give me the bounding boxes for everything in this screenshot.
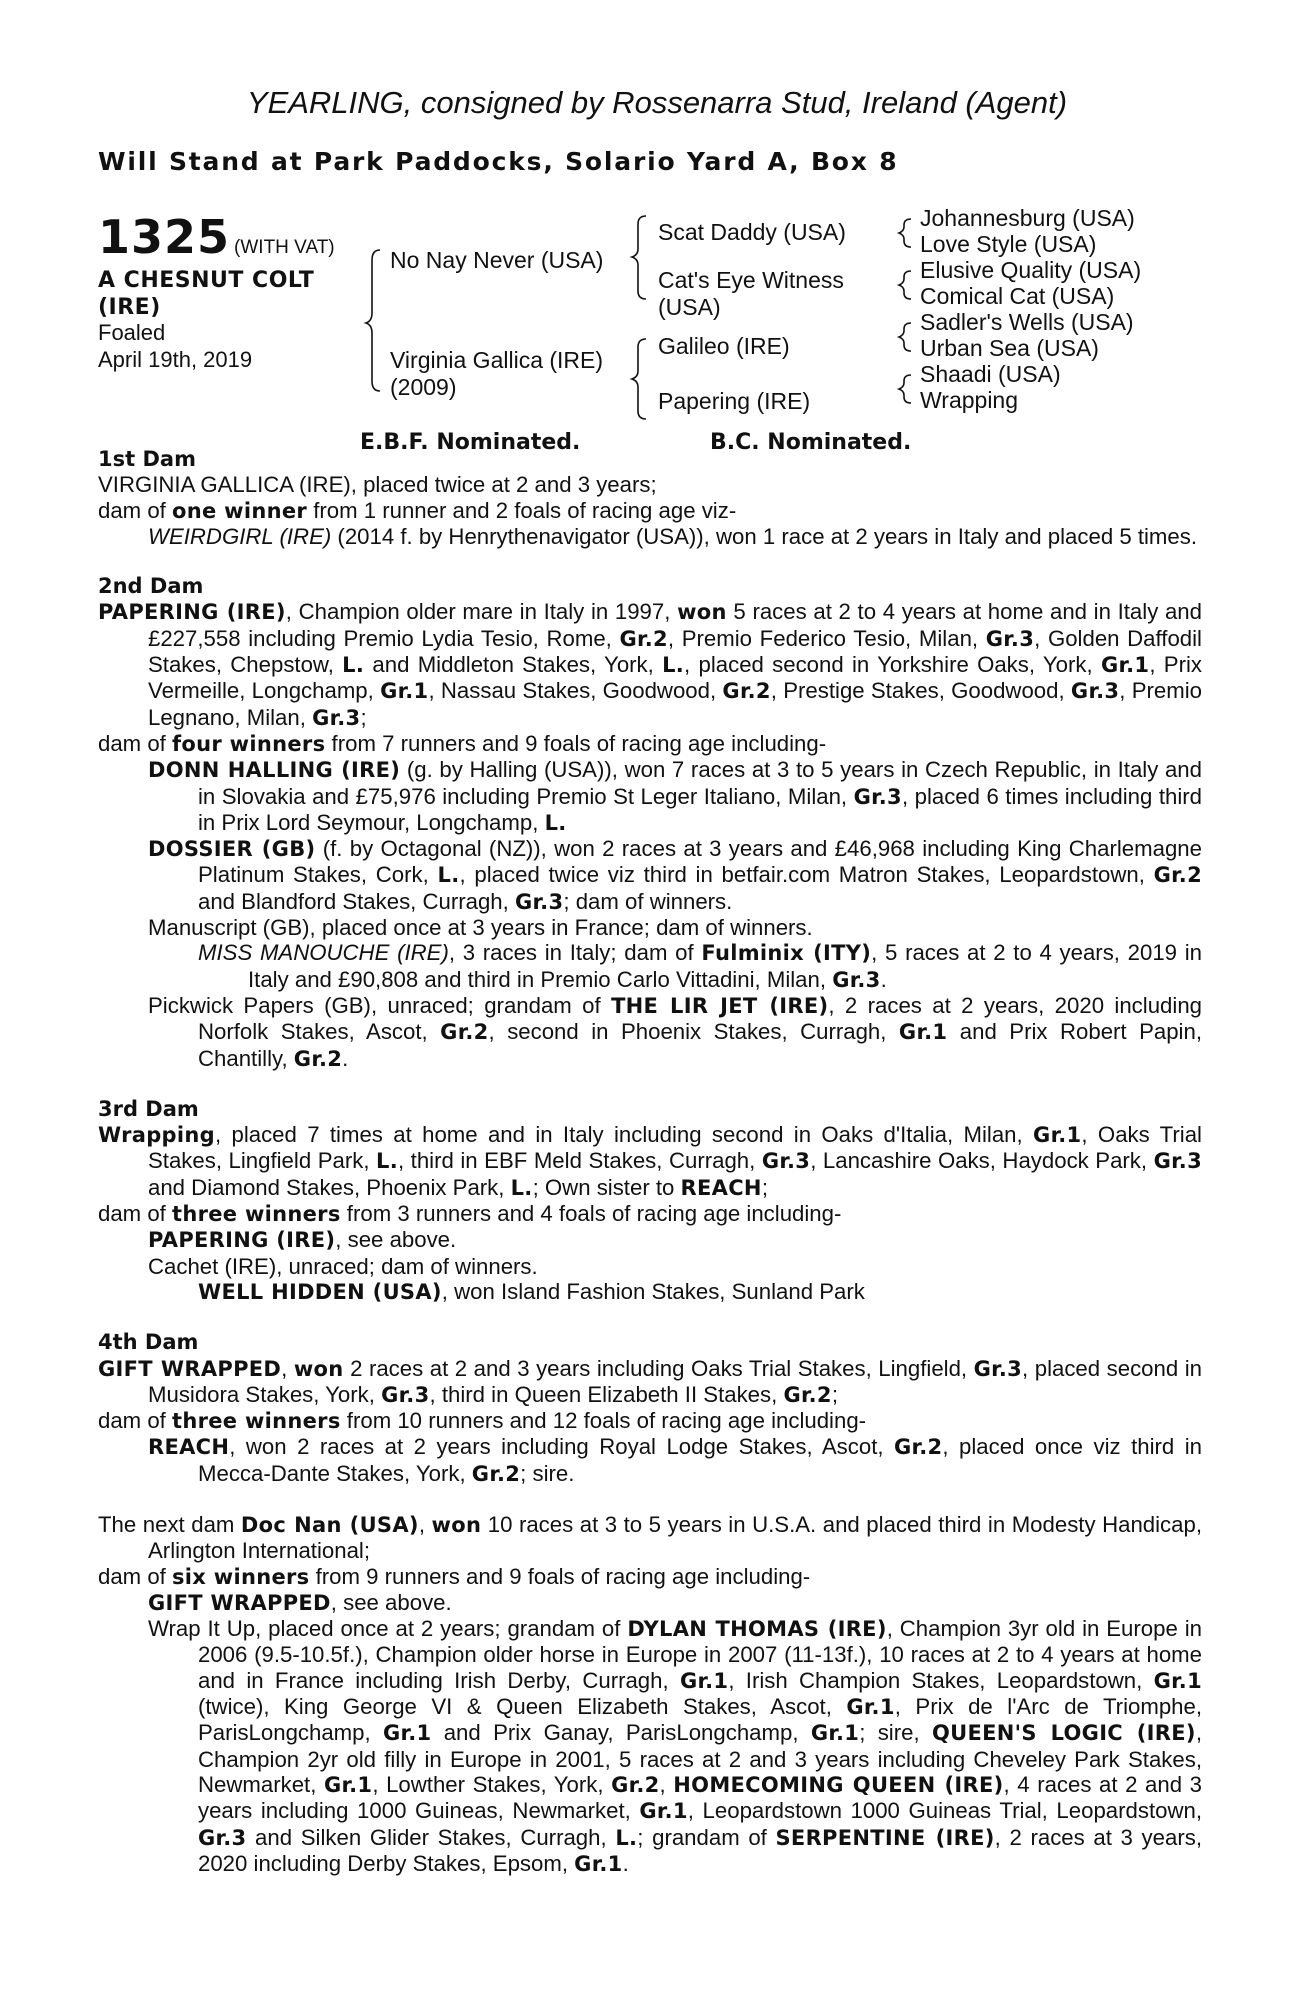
dam5-foal-2: Wrap It Up, placed once at 2 years; grandam of DYLAN THOMAS (IRE), Champion 3yr old in Europe in 2006 (9.5-10.5f.), Champion older horse in Europe in 2007 (11-13f.), 10 races at 2 to 4 years at home and in France including Irish Derby, Curragh, Gr.1, Irish Champion Stakes, Leopardstown, Gr.1 (twice), King George VI & Queen Elizabeth Stakes, Ascot, Gr.1, Prix de l'Arc de Triomphe, ParisLongchamp, Gr.1 and Prix Ganay, ParisLongchamp, Gr.1; sire, QUEEN'S LOGIC (IRE), Champion 2yr old filly in Europe in 2001, 5 races at 2 and 3 years including Cheveley Park Stakes, Newmarket, Gr.1, Lowther Stakes, York, Gr.2, HOMECOMING QUEEN (IRE), 4 races at 2 and 3 years including 1000 Guineas, Newmarket, Gr.1, Leopardstown 1000 Guineas Trial, Leopardstown, Gr.3 and Silken Glider Stakes, Curragh, L.; grandam of SERPENTINE (IRE), 2 races at 3 years, 2020 including Derby Stakes, Epsom, Gr.1.	[148, 1616, 1203, 1876]
dam3-heading: 3rd Dam	[98, 1096, 199, 1121]
sire-sire: Scat Daddy (USA)	[658, 219, 846, 245]
dam1-heading: 1st Dam	[98, 447, 196, 471]
g3-sds: Elusive Quality (USA)	[920, 257, 1142, 283]
dam4-heading: 4th Dam	[98, 1330, 199, 1355]
dam3-foal-2: Cachet (IRE), unraced; dam of winners.	[148, 1253, 538, 1279]
brace-gen3-3	[899, 323, 911, 351]
pedigree-header	[98, 205, 1258, 455]
lot-description-line1: A CHESNUT COLT	[98, 268, 315, 293]
dam1-produce: dam of one winner from 1 runner and 2 foals of racing age viz-	[98, 497, 737, 523]
dam3-foal-1: PAPERING (IRE), see above.	[148, 1227, 457, 1253]
dam-sire: Galileo (IRE)	[658, 333, 790, 359]
dam2-heading: 2nd Dam	[98, 574, 204, 599]
sire-dam-line1: Cat's Eye Witness	[658, 267, 844, 293]
g3-sss: Johannesburg (USA)	[920, 205, 1135, 231]
dam2-foal-1: DONN HALLING (IRE) (g. by Halling (USA)), won 7 races at 3 to 5 years in Czech Republic, in Italy and in Slovakia and £75,976 including Premio St Leger Italiano, Milan, Gr.3, placed 6 times including third in Prix Lord Seymour, Longchamp, L.	[148, 757, 1202, 835]
g3-dsd: Urban Sea (USA)	[920, 335, 1099, 361]
sire-dam-line2: (USA)	[658, 294, 721, 320]
stand-location: Will Stand at Park Paddocks, Solario Yard A, Box 8	[98, 147, 899, 176]
brace-gen2-sire	[632, 216, 646, 299]
dam2-foal-2: DOSSIER (GB) (f. by Octagonal (NZ)), won 2 races at 3 years and £46,968 including King Charlemagne Platinum Stakes, Cork, L., placed twice viz third in betfair.com Matron Stakes, Leopardstown, Gr.2 and Blandford Stakes, Curragh, Gr.3; dam of winners.	[148, 836, 1202, 914]
sire: No Nay Never (USA)	[390, 247, 604, 273]
page-title: YEARLING, consigned by Rossenarra Stud, Ireland (Agent)	[246, 85, 1068, 120]
dam2-foal-3: Manuscript (GB), placed once at 3 years in France; dam of winners.	[148, 915, 813, 941]
bc-nomination: B.C. Nominated.	[710, 430, 912, 455]
dam1-record: VIRGINIA GALLICA (IRE), placed twice at 2 and 3 years;	[98, 472, 657, 498]
g3-ddd: Wrapping	[920, 387, 1019, 413]
sire-dam	[658, 267, 844, 321]
dam	[390, 347, 603, 401]
dam3-record: Wrapping, placed 7 times at home and in Italy including second in Oaks d'Italia, Milan, Gr.1, Oaks Trial Stakes, Lingfield Park, L., third in EBF Meld Stakes, Curragh, Gr.3, Lancashire Oaks, Haydock Park, Gr.3 and Diamond Stakes, Phoenix Park, L.; Own sister to REACH;	[98, 1122, 1202, 1200]
vat-note: (WITH VAT)	[234, 237, 335, 258]
foaled-label: Foaled	[98, 320, 166, 345]
dam3-foal-2-produce: WELL HIDDEN (USA), won Island Fashion Stakes, Sunland Park	[198, 1278, 865, 1304]
lot-description-line2: (IRE)	[98, 295, 161, 320]
brace-gen3-2	[899, 271, 911, 299]
dam-dam: Papering (IRE)	[658, 388, 811, 414]
dam2-foal-4: Pickwick Papers (GB), unraced; grandam of THE LIR JET (IRE), 2 races at 2 years, 2020 including Norfolk Stakes, Ascot, Gr.2, second in Phoenix Stakes, Curragh, Gr.1 and Prix Robert Papin, Chantilly, Gr.2.	[148, 992, 1202, 1071]
dam2-produce: dam of four winners from 7 runners and 9 foals of racing age including-	[98, 730, 827, 756]
dam3-produce: dam of three winners from 3 runners and 4 foals of racing age including-	[98, 1201, 842, 1227]
g3-ssd: Love Style (USA)	[920, 231, 1097, 257]
foaled-date: April 19th, 2019	[98, 347, 253, 372]
brace-gen3-1	[899, 219, 911, 247]
lot-number: 1325	[98, 210, 231, 264]
dam2-foal-3-produce: MISS MANOUCHE (IRE), 3 races in Italy; dam of Fulminix (ITY), 5 races at 2 to 4 years, 2019 in Italy and £90,808 and third in Premio Carlo Vittadini, Milan, Gr.3.	[198, 940, 1202, 992]
g3-dss: Sadler's Wells (USA)	[920, 309, 1134, 335]
dam5-record: The next dam Doc Nan (USA), won 10 races at 3 to 5 years in U.S.A. and placed third in Modesty Handicap, Arlington International;	[98, 1511, 1202, 1564]
dam2-record: PAPERING (IRE), Champion older mare in Italy in 1997, won 5 races at 2 to 4 years at home and in Italy and £227,558 including Premio Lydia Tesio, Rome, Gr.2, Premio Federico Tesio, Milan, Gr.3, Golden Daffodil Stakes, Chepstow, L. and Middleton Stakes, York, L., placed second in Yorkshire Oaks, York, Gr.1, Prix Vermeille, Longchamp, Gr.1, Nassau Stakes, Goodwood, Gr.2, Prestige Stakes, Goodwood, Gr.3, Premio Legnano, Milan, Gr.3;	[98, 599, 1203, 730]
brace-gen3-4	[899, 375, 911, 403]
dam-year: (2009)	[390, 374, 457, 400]
dam-name: Virginia Gallica (IRE)	[390, 347, 604, 373]
g3-sdd: Comical Cat (USA)	[920, 283, 1115, 309]
dam5-foal-1: GIFT WRAPPED, see above.	[148, 1589, 452, 1615]
dam1-foal: WEIRDGIRL (IRE) (2014 f. by Henrythenavigator (USA)), won 1 race at 2 years in Italy and placed 5 times.	[148, 523, 1198, 549]
dam4-foal-1: REACH, won 2 races at 2 years including Royal Lodge Stakes, Ascot, Gr.2, placed once viz third in Mecca-Dante Stakes, York, Gr.2; sire.	[148, 1434, 1202, 1486]
dam4-produce: dam of three winners from 10 runners and 12 foals of racing age including-	[98, 1408, 867, 1434]
brace-gen2-dam	[632, 339, 646, 419]
produce-record	[98, 447, 1202, 1877]
brace-gen1	[366, 250, 380, 391]
ebf-nomination: E.B.F. Nominated.	[360, 430, 581, 455]
dam5-produce: dam of six winners from 9 runners and 9 foals of racing age including-	[98, 1563, 811, 1589]
g3-dds: Shaadi (USA)	[920, 361, 1061, 387]
dam4-record: GIFT WRAPPED, won 2 races at 2 and 3 years including Oaks Trial Stakes, Lingfield, Gr.3, placed second in Musidora Stakes, York, Gr.3, third in Queen Elizabeth II Stakes, Gr.2;	[98, 1355, 1202, 1407]
